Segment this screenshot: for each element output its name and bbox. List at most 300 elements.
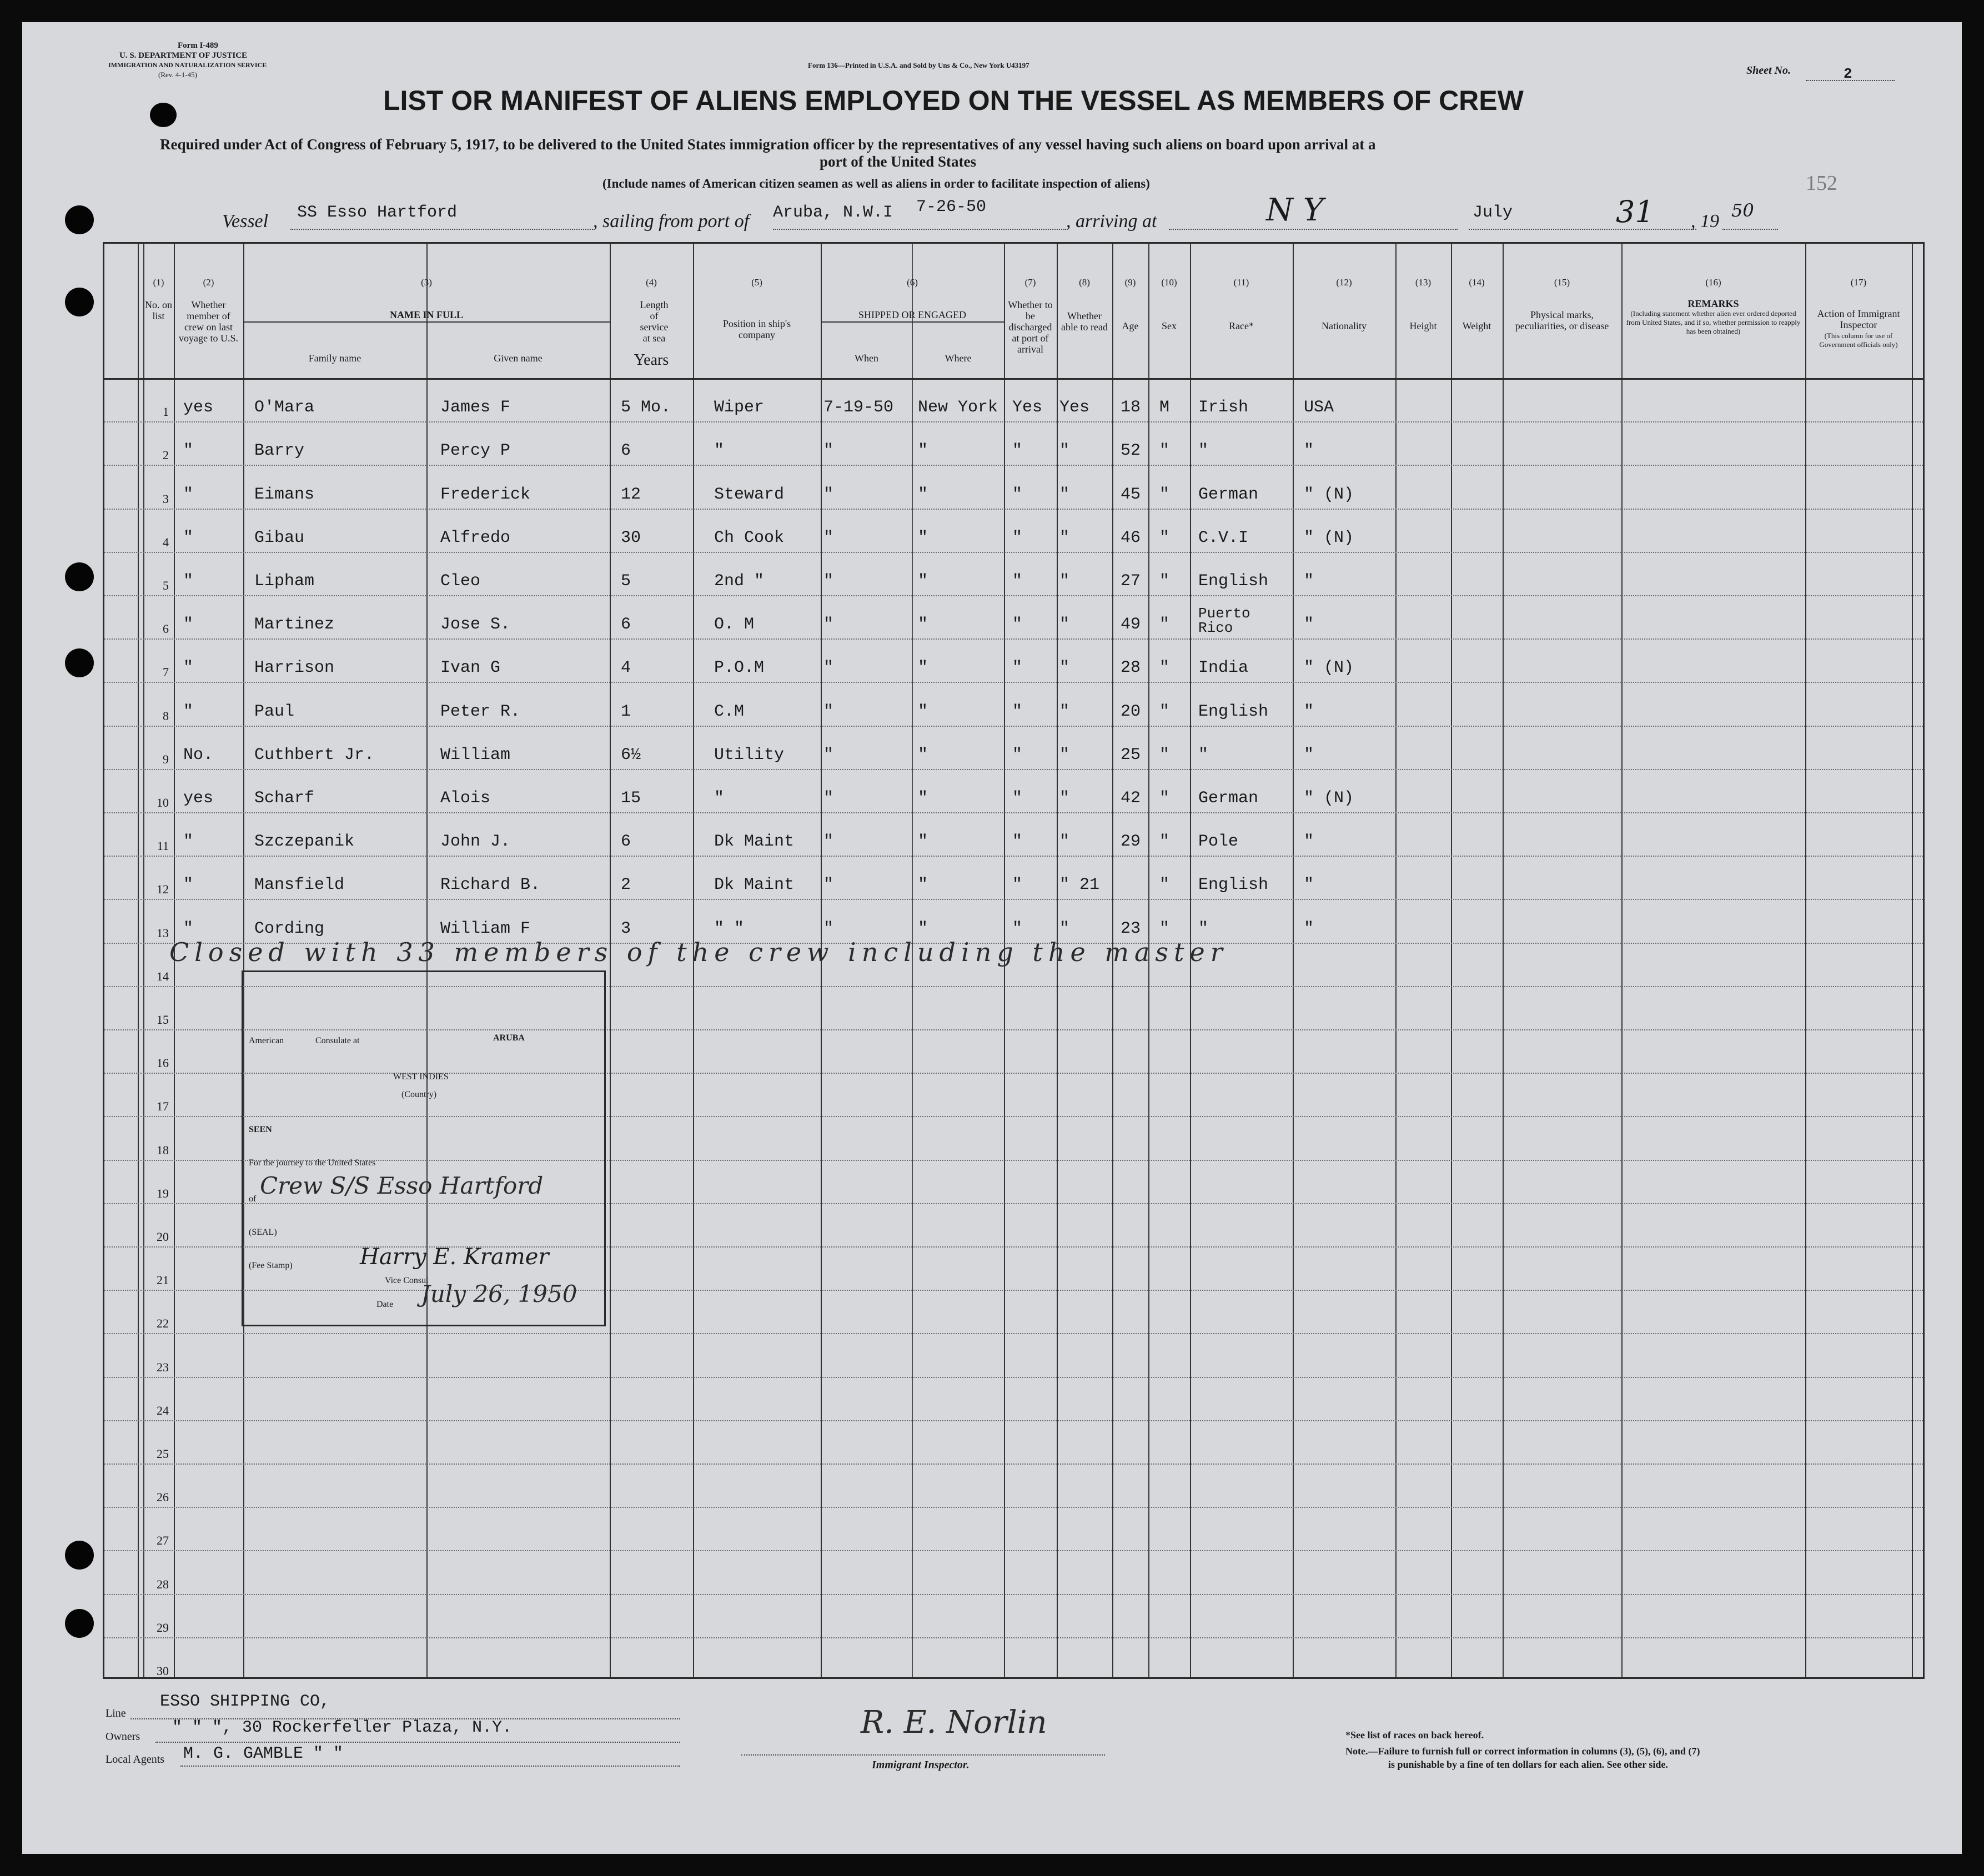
col-num-6: (6) — [907, 277, 918, 288]
family-name-cell: Paul — [254, 702, 295, 721]
col-label-6: SHIPPED OR ENGAGED — [858, 309, 966, 320]
arrival-month: July — [1473, 203, 1513, 222]
row-number: 10 — [157, 796, 169, 809]
row-number: 1 — [163, 405, 169, 419]
col-label-10: Sex — [1162, 320, 1177, 331]
punch-hole — [65, 205, 94, 234]
row-divider — [104, 638, 1923, 640]
family-name-cell: Martinez — [254, 615, 335, 635]
nationality-cell: " (N) — [1304, 485, 1354, 504]
service-length-cell: 4 — [621, 658, 631, 678]
row-number: 22 — [157, 1316, 169, 1331]
row-number: 17 — [157, 1099, 169, 1114]
crew-member-cell: " — [183, 572, 194, 591]
row-divider — [104, 465, 1923, 466]
position-cell: Wiper — [714, 398, 765, 418]
row-divider — [104, 1550, 1923, 1551]
row-number: 8 — [163, 708, 169, 723]
family-name-cell: Scharf — [254, 789, 315, 808]
family-name-cell: Harrison — [254, 658, 335, 678]
row-number: 5 — [163, 579, 169, 592]
sex-cell: M — [1159, 398, 1170, 418]
sex-cell: " — [1159, 745, 1170, 765]
column-divider — [1912, 244, 1913, 1677]
row-number: 19 — [157, 1186, 169, 1200]
vessel-name: SS Esso Hartford — [297, 203, 458, 222]
shipped-subheader-line — [821, 321, 1004, 323]
shipped-where-cell: " — [918, 615, 928, 635]
discharged-cell: " — [1012, 876, 1023, 895]
row-number: 24 — [157, 1403, 169, 1417]
col-label-7: Whether to be discharged at port of arrival — [1008, 299, 1053, 355]
col-label-2: Whether member of crew on last voyage to U.S. — [179, 299, 238, 344]
family-name-cell: Lipham — [254, 572, 315, 591]
line-label: Line — [106, 1707, 126, 1719]
family-name-cell: Gibau — [254, 528, 305, 547]
col-label-5: Position in ship's company — [722, 318, 791, 340]
shipped-where-cell: " — [918, 441, 928, 461]
punch-hole — [65, 1609, 94, 1638]
shipped-where-cell: " — [918, 832, 928, 852]
race-cell: " — [1198, 745, 1209, 765]
sex-cell: " — [1159, 789, 1170, 808]
given-name-cell: Frederick — [440, 485, 531, 504]
row-number: 23 — [157, 1360, 169, 1374]
col-num-7: (7) — [1024, 277, 1036, 288]
col-num-14: (14) — [1469, 277, 1485, 288]
shipped-when-cell: " — [823, 485, 834, 504]
col-num-11: (11) — [1233, 277, 1249, 288]
age-cell: 20 — [1121, 702, 1141, 721]
given-name-cell: Ivan G — [440, 658, 501, 678]
age-cell: 29 — [1121, 832, 1141, 852]
service-length-cell: 1 — [621, 702, 631, 721]
stamp-journey-label: For the journey to the United States — [249, 1158, 376, 1168]
able-to-read-cell: " — [1059, 528, 1070, 547]
col-label-8: Whether able to read — [1061, 310, 1108, 333]
race-cell: India — [1198, 658, 1249, 678]
given-name-cell: James F — [440, 398, 511, 418]
family-name-cell: O'Mara — [254, 398, 315, 418]
column-divider — [1293, 244, 1294, 1677]
race-cell: Irish — [1198, 398, 1249, 418]
punch-hole — [65, 288, 94, 316]
row-divider — [104, 856, 1923, 857]
col-label-9: Age — [1122, 320, 1139, 331]
discharged-cell: " — [1012, 919, 1023, 938]
subtitle-line-3: (Include names of American citizen seamen as well as aliens in order to facilitate inspection of aliens) — [602, 177, 1150, 190]
crew-member-cell: " — [183, 832, 194, 852]
age-cell: 46 — [1121, 528, 1141, 547]
able-to-read-cell: " — [1059, 789, 1070, 808]
nationality-cell: " — [1304, 745, 1314, 765]
crew-member-cell: " — [183, 919, 194, 938]
service-length-cell: 6 — [621, 832, 631, 852]
inspector-label: Immigrant Inspector. — [872, 1759, 970, 1771]
discharged-cell: " — [1012, 745, 1023, 765]
col-label-13: Height — [1409, 320, 1437, 331]
stamp-consulate-label: Consulate at — [315, 1036, 360, 1045]
form-revision: (Rev. 4-1-45) — [158, 71, 197, 79]
family-name-cell: Barry — [254, 441, 305, 461]
race-cell: English — [1198, 702, 1269, 721]
stamp-signature: Harry E. Kramer — [360, 1244, 549, 1270]
column-divider — [1503, 244, 1504, 1677]
position-cell: C.M — [714, 702, 745, 721]
row-number: 2 — [163, 448, 169, 462]
discharged-cell: " — [1012, 485, 1023, 504]
row-divider — [104, 552, 1923, 553]
row-divider — [104, 1420, 1923, 1421]
discharged-cell: " — [1012, 789, 1023, 808]
shipped-when-cell: " — [823, 702, 834, 721]
position-cell: Utility — [714, 745, 785, 765]
position-cell: Dk Maint — [714, 832, 795, 852]
service-length-cell: 30 — [621, 528, 641, 547]
given-name-cell: John J. — [440, 832, 511, 852]
sex-cell: " — [1159, 615, 1170, 635]
crew-member-cell: " — [183, 658, 194, 678]
col-num-15: (15) — [1554, 277, 1570, 288]
row-divider — [104, 769, 1923, 770]
owners-value: " " ", 30 Rockerfeller Plaza, N.Y. — [172, 1718, 513, 1737]
service-length-cell: 15 — [621, 789, 641, 808]
crew-member-cell: " — [183, 876, 194, 895]
position-cell: Ch Cook — [714, 528, 785, 547]
given-name-cell: Jose S. — [440, 615, 511, 635]
col-label-4: Length of service at sea — [640, 299, 669, 344]
stamp-of-label: of — [249, 1194, 257, 1204]
agents-value: M. G. GAMBLE " " — [183, 1744, 344, 1763]
shipped-when-cell: " — [823, 528, 834, 547]
form-number: Form I-489 — [178, 41, 218, 50]
month-underline — [1469, 229, 1696, 230]
column-divider — [1451, 244, 1452, 1677]
row-number: 30 — [157, 1664, 169, 1678]
stamp-consulate-prefix: American — [249, 1036, 284, 1045]
service-length-cell: 6½ — [621, 745, 641, 765]
age-cell: 52 — [1121, 441, 1141, 461]
nationality-cell: USA — [1304, 398, 1334, 418]
col-num-2: (2) — [203, 277, 214, 288]
row-divider — [104, 595, 1923, 596]
stamp-vessel: Crew S/S Esso Hartford — [260, 1172, 544, 1199]
col-num-4: (4) — [646, 277, 657, 288]
age-cell: 45 — [1121, 485, 1141, 504]
row-number: 11 — [157, 839, 169, 853]
crew-member-cell: " — [183, 485, 194, 504]
row-divider — [104, 421, 1923, 423]
col-label-17-note: (This column for use of Government officials only) — [1819, 331, 1898, 349]
arriving-label: , arriving at — [1066, 211, 1157, 232]
column-divider — [1805, 244, 1806, 1677]
column-divider — [1395, 244, 1397, 1677]
position-cell: Steward — [714, 485, 785, 504]
punch-hole — [65, 1541, 94, 1570]
row-number: 20 — [157, 1230, 169, 1244]
sex-cell: " — [1159, 528, 1170, 547]
shipped-when-cell: " — [823, 919, 834, 938]
row-number: 28 — [157, 1577, 169, 1591]
shipped-when-cell: " — [823, 441, 834, 461]
crew-member-cell: " — [183, 615, 194, 635]
given-name-cell: Alois — [440, 789, 491, 808]
row-divider — [104, 1594, 1923, 1595]
stamp-date-label: Date — [376, 1300, 394, 1309]
shipped-when-cell: " — [823, 658, 834, 678]
given-name-cell: Alfredo — [440, 528, 511, 547]
stamp-seal: (SEAL) — [249, 1228, 277, 1237]
given-name-cell: Percy P — [440, 441, 511, 461]
col-num-12: (12) — [1336, 277, 1352, 288]
nationality-cell: " — [1304, 441, 1314, 461]
row-divider — [104, 1463, 1923, 1465]
shipped-where-cell: " — [918, 876, 928, 895]
shipped-where-cell: " — [918, 528, 928, 547]
manifest-sheet — [22, 22, 1962, 1854]
row-number: 26 — [157, 1490, 169, 1505]
shipped-when-cell: " — [823, 745, 834, 765]
owners-underline — [155, 1742, 680, 1743]
position-cell: " — [714, 441, 725, 461]
col-num-10: (10) — [1161, 277, 1177, 288]
nationality-cell: " — [1304, 615, 1314, 635]
shipped-where-cell: " — [918, 658, 928, 678]
sex-cell: " — [1159, 702, 1170, 721]
nationality-cell: " — [1304, 876, 1314, 895]
department: U. S. DEPARTMENT OF JUSTICE — [119, 51, 248, 60]
row-divider — [104, 1377, 1923, 1378]
row-divider — [104, 899, 1923, 900]
crew-member-cell: " — [183, 528, 194, 547]
agents-underline — [180, 1766, 680, 1767]
race-cell: Pole — [1198, 832, 1239, 852]
column-divider — [143, 244, 144, 1677]
sex-cell: " — [1159, 485, 1170, 504]
discharged-cell: " — [1012, 441, 1023, 461]
row-divider — [104, 812, 1923, 813]
stamp-seen: SEEN — [249, 1125, 272, 1134]
discharged-cell: " — [1012, 528, 1023, 547]
row-number: 4 — [163, 535, 169, 549]
printer-line: Form 136—Printed in U.S.A. and Sold by Uns & Co., New York U43197 — [808, 61, 1029, 69]
nationality-cell: " — [1304, 919, 1314, 938]
row-number: 7 — [163, 665, 169, 680]
service-length-cell: 2 — [621, 876, 631, 895]
punch-hole — [150, 103, 177, 127]
age-cell: 25 — [1121, 745, 1141, 765]
row-number: 12 — [157, 882, 169, 897]
sex-cell: " — [1159, 832, 1170, 852]
page-title: LIST OR MANIFEST OF ALIENS EMPLOYED ON THE VESSEL AS MEMBERS OF CREW — [383, 85, 1524, 116]
subtitle-line-2: port of the United States — [820, 153, 976, 170]
given-name-cell: William — [440, 745, 511, 765]
row-number: 3 — [163, 491, 169, 506]
position-cell: O. M — [714, 615, 755, 635]
year-underline — [1722, 229, 1778, 230]
punch-hole — [65, 648, 94, 677]
stamp-title: Vice Consul — [385, 1276, 429, 1285]
col-num-3: (3) — [421, 277, 432, 288]
discharged-cell: Yes — [1012, 398, 1043, 418]
race-cell: Puerto Rico — [1198, 605, 1250, 637]
able-to-read-cell: " — [1059, 919, 1070, 938]
owners-label: Owners — [106, 1731, 140, 1743]
age-cell: 49 — [1121, 615, 1141, 635]
nationality-cell: " (N) — [1304, 528, 1354, 547]
shipped-where-cell: " — [918, 572, 928, 591]
col-label-11: Race* — [1229, 320, 1254, 331]
race-cell: German — [1198, 485, 1259, 504]
race-cell: English — [1198, 572, 1269, 591]
nationality-cell: " — [1304, 702, 1314, 721]
vessel-underline — [290, 229, 593, 230]
position-cell: " " — [714, 919, 745, 938]
arrival-underline — [1169, 229, 1458, 230]
row-number: 16 — [157, 1056, 169, 1070]
shipped-when-cell: 7-19-50 — [823, 398, 894, 418]
age-cell: 27 — [1121, 572, 1141, 591]
family-name-cell: Mansfield — [254, 876, 345, 895]
row-number: 29 — [157, 1620, 169, 1634]
sex-cell: " — [1159, 919, 1170, 938]
service-length-cell: 6 — [621, 441, 631, 461]
sheet-label: Sheet No. — [1746, 64, 1791, 77]
age-cell: 18 — [1121, 398, 1141, 418]
shipped-where-cell: " — [918, 702, 928, 721]
shipped-where-cell: " — [918, 789, 928, 808]
col-label-16: REMARKS — [1687, 298, 1739, 309]
age-cell: 42 — [1121, 789, 1141, 808]
stamp-city: ARUBA — [493, 1033, 525, 1043]
able-to-read-cell: " — [1059, 702, 1070, 721]
shipped-where-cell: New York — [918, 398, 998, 418]
discharged-cell: " — [1012, 615, 1023, 635]
agents-label: Local Agents — [106, 1753, 165, 1766]
sex-cell: " — [1159, 658, 1170, 678]
able-to-read-cell: " — [1059, 745, 1070, 765]
col-label-4-unit: Years — [634, 351, 669, 369]
able-to-read-cell: " — [1059, 658, 1070, 678]
discharged-cell: " — [1012, 832, 1023, 852]
col-label-16-note: (Including statement whether alien ever ordered deported from United States, and if so, whether permission to reapply has been obtained) — [1626, 309, 1801, 335]
sex-cell: " — [1159, 441, 1170, 461]
col-num-16: (16) — [1705, 277, 1721, 288]
nationality-cell: " (N) — [1304, 658, 1354, 678]
col-label-17: Action of Immigrant Inspector — [1817, 308, 1900, 330]
given-name-cell: Richard B. — [440, 876, 541, 895]
crew-member-cell: yes — [183, 398, 214, 418]
col-num-9: (9) — [1124, 277, 1136, 288]
column-divider — [138, 244, 139, 1677]
family-name-cell: Szczepanik — [254, 832, 355, 852]
row-divider — [104, 1507, 1923, 1508]
nationality-cell: " (N) — [1304, 789, 1354, 808]
col-label-14: Weight — [1462, 320, 1491, 331]
vessel-label: Vessel — [222, 211, 269, 232]
position-cell: Dk Maint — [714, 876, 795, 895]
col-label-3: NAME IN FULL — [389, 309, 463, 320]
given-name-cell: Cleo — [440, 572, 481, 591]
col-label-6-when: When — [855, 353, 878, 364]
col-num-8: (8) — [1079, 277, 1090, 288]
able-to-read-cell: " — [1059, 832, 1070, 852]
sheet-number: 2 — [1844, 66, 1852, 82]
row-number: 18 — [157, 1143, 169, 1157]
visa-stamp — [242, 970, 606, 1326]
arrival-port: N Y — [1266, 192, 1324, 228]
shipped-where-cell: " — [918, 745, 928, 765]
crew-member-cell: No. — [183, 745, 214, 765]
row-number: 21 — [157, 1273, 169, 1287]
inspector-underline — [741, 1754, 1105, 1756]
service-length-cell: 5 Mo. — [621, 398, 671, 418]
closing-note: Closed with 33 members of the crew including the master — [169, 937, 1228, 967]
sailing-label: , sailing from port of — [593, 211, 750, 232]
shipped-when-cell: " — [823, 615, 834, 635]
stamp-fee: (Fee Stamp) — [249, 1261, 293, 1270]
col-label-1: No. on list — [145, 299, 172, 321]
stamp-region: WEST INDIES — [393, 1072, 449, 1082]
sex-cell: " — [1159, 572, 1170, 591]
position-cell: " — [714, 789, 725, 808]
year-suffix: 50 — [1731, 200, 1754, 221]
col-num-5: (5) — [751, 277, 762, 288]
inspector-signature: R. E. Norlin — [861, 1704, 1047, 1741]
service-length-cell: 12 — [621, 485, 641, 504]
age-cell: 23 — [1121, 919, 1141, 938]
crew-member-cell: " — [183, 441, 194, 461]
sailing-date: 7-26-50 — [916, 198, 987, 217]
shipped-where-cell: " — [918, 919, 928, 938]
able-to-read-cell: " — [1059, 441, 1070, 461]
family-name-cell: Cuthbert Jr. — [254, 745, 375, 765]
age-cell: 28 — [1121, 658, 1141, 678]
nationality-cell: " — [1304, 832, 1314, 852]
col-label-6-where: Where — [945, 353, 972, 364]
given-name-cell: William F — [440, 919, 531, 938]
family-name-cell: Cording — [254, 919, 325, 938]
corner-mark: 152 — [1806, 172, 1837, 195]
row-divider — [104, 726, 1923, 727]
service-length-cell: 3 — [621, 919, 631, 938]
line-value: ESSO SHIPPING CO, — [160, 1692, 330, 1711]
fine-note-1: Note.—Failure to furnish full or correct information in columns (3), (5), (6), and (7) — [1345, 1746, 1700, 1757]
row-divider — [104, 1333, 1923, 1334]
name-subheader-line — [243, 321, 610, 323]
port-underline — [773, 229, 1066, 230]
nationality-cell: " — [1304, 572, 1314, 591]
position-cell: P.O.M — [714, 658, 765, 678]
given-name-cell: Peter R. — [440, 702, 521, 721]
col-label-3-given: Given name — [494, 353, 543, 364]
race-cell: German — [1198, 789, 1259, 808]
service-length-cell: 5 — [621, 572, 631, 591]
crew-member-cell: " — [183, 702, 194, 721]
col-num-13: (13) — [1415, 277, 1432, 288]
column-divider — [1621, 244, 1623, 1677]
races-note: *See list of races on back hereof. — [1345, 1729, 1484, 1741]
service-length-cell: 6 — [621, 615, 631, 635]
row-divider — [104, 1637, 1923, 1638]
shipped-when-cell: " — [823, 789, 834, 808]
row-number: 9 — [163, 752, 169, 766]
able-to-read-cell: " 21 — [1059, 876, 1100, 895]
able-to-read-cell: " — [1059, 572, 1070, 591]
row-number: 25 — [157, 1447, 169, 1461]
sailing-port: Aruba, N.W.I — [773, 203, 893, 222]
able-to-read-cell: Yes — [1059, 398, 1090, 418]
